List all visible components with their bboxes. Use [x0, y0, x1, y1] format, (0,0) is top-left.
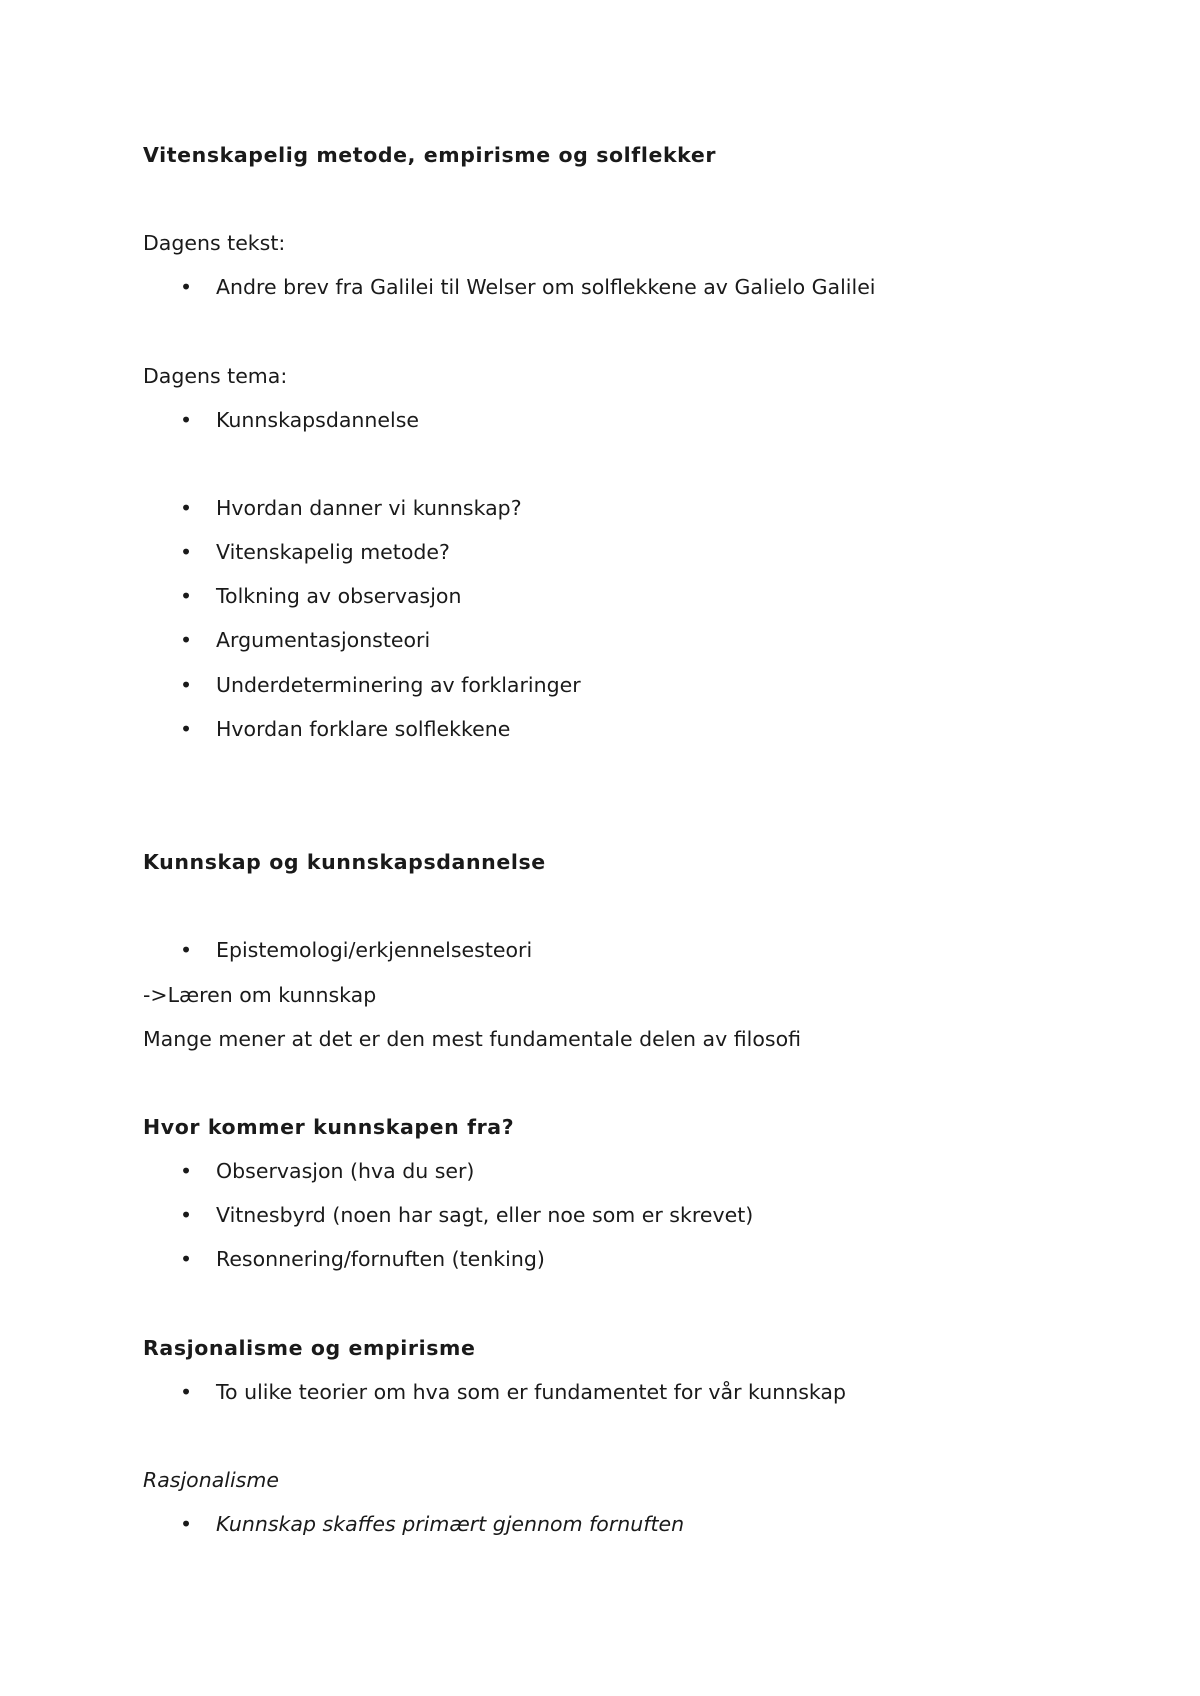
section-heading-rasjonalisme-empirisme: Rasjonalisme og empirisme	[143, 1336, 476, 1360]
list-item-text: Andre brev fra Galilei til Welser om solflekkene av Galielo Galilei	[216, 275, 876, 299]
list-item-text: Argumentasjonsteori	[216, 628, 431, 652]
bullet-icon: •	[179, 673, 193, 697]
bullet-icon: •	[179, 1247, 193, 1271]
body-text: ->Læren om kunnskap	[143, 983, 377, 1007]
list-item-text: To ulike teorier om hva som er fundamentet for vår kunnskap	[216, 1380, 847, 1404]
section-heading-kilder: Hvor kommer kunnskapen fra?	[143, 1115, 515, 1139]
bullet-icon: •	[179, 540, 193, 564]
bullet-icon: •	[179, 717, 193, 741]
list-item-text: Tolkning av observasjon	[216, 584, 462, 608]
document-title: Vitenskapelig metode, empirisme og solflekker	[143, 143, 717, 167]
section-heading-kunnskap: Kunnskap og kunnskapsdannelse	[143, 850, 546, 874]
dagens-tema-label: Dagens tema:	[143, 364, 288, 388]
list-item-text: Kunnskap skaffes primært gjennom fornuften	[216, 1512, 685, 1536]
list-item-text: Underdeterminering av forklaringer	[216, 673, 581, 697]
bullet-icon: •	[179, 584, 193, 608]
bullet-icon: •	[179, 408, 193, 432]
list-item-text: Vitnesbyrd (noen har sagt, eller noe som er skrevet)	[216, 1203, 754, 1227]
bullet-icon: •	[179, 1203, 193, 1227]
list-item-text: Hvordan forklare solflekkene	[216, 717, 511, 741]
list-item-text: Observasjon (hva du ser)	[216, 1159, 475, 1183]
list-item-text: Resonnering/fornuften (tenking)	[216, 1247, 545, 1271]
bullet-icon: •	[179, 1512, 193, 1536]
bullet-icon: •	[179, 938, 193, 962]
bullet-icon: •	[179, 496, 193, 520]
subheading-rasjonalisme: Rasjonalisme	[143, 1468, 279, 1492]
bullet-icon: •	[179, 628, 193, 652]
list-item-text: Hvordan danner vi kunnskap?	[216, 496, 522, 520]
bullet-icon: •	[179, 275, 193, 299]
dagens-tekst-label: Dagens tekst:	[143, 231, 286, 255]
list-item-text: Epistemologi/erkjennelsesteori	[216, 938, 533, 962]
body-text: Mange mener at det er den mest fundamentale delen av filosofi	[143, 1027, 802, 1051]
bullet-icon: •	[179, 1159, 193, 1183]
bullet-icon: •	[179, 1380, 193, 1404]
list-item-text: Kunnskapsdannelse	[216, 408, 420, 432]
list-item-text: Vitenskapelig metode?	[216, 540, 450, 564]
